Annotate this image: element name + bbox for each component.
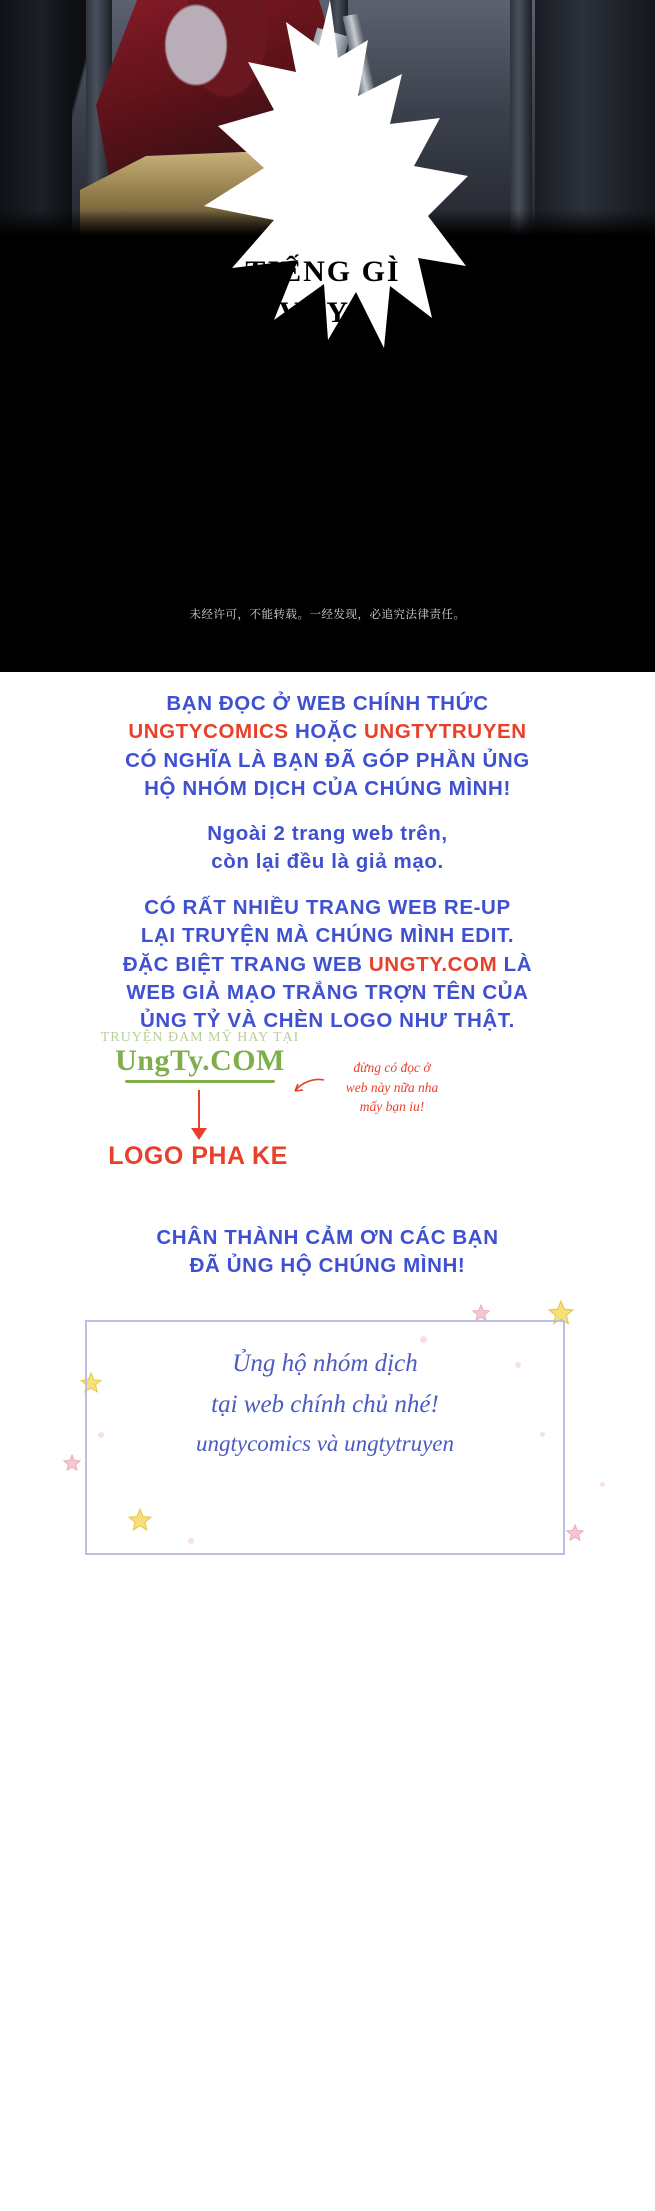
panel-pillar <box>510 0 532 240</box>
panel-wall-right <box>535 0 655 240</box>
speech-balloon <box>178 0 468 450</box>
note-line: mấy bạn iu! <box>359 1099 425 1115</box>
support-message <box>85 1344 565 1462</box>
conjunction: HOẶC <box>288 720 365 744</box>
panel-wall-left <box>0 0 72 240</box>
notice-line: CÓ NGHĨA LÀ BẠN ĐÃ GÓP PHẦN ỦNG <box>125 748 530 772</box>
fake-logo-label: LOGO PHA KE <box>108 1142 288 1170</box>
arrow-down-icon <box>198 1090 200 1130</box>
thanks-block <box>0 1224 655 1281</box>
notice-line: Ngoài 2 trang web trên, <box>207 822 448 845</box>
support-line: tại web chính chủ nhé! <box>211 1390 439 1418</box>
notice-line: LẠI TRUYỆN MÀ CHÚNG MÌNH EDIT. <box>140 924 515 948</box>
notice-block-official-web <box>0 690 655 803</box>
notice-line: CÓ RẤT NHIỀU TRANG WEB RE-UP <box>144 896 511 919</box>
fake-logo-underline <box>125 1080 275 1083</box>
fake-logo-name: UngTy.COM <box>115 1044 285 1077</box>
suffix: LÀ <box>497 952 533 976</box>
balloon-line-2: VẬY? <box>279 295 367 329</box>
site-ungtytruyen: UNGTYTRUYEN <box>364 720 527 744</box>
notice-line: HỘ NHÓM DỊCH CỦA CHÚNG MÌNH! <box>144 776 511 800</box>
notice-block-reup-warning <box>0 894 655 1035</box>
note-line: đừng có đọc ở <box>353 1060 431 1075</box>
curved-arrow-icon <box>292 1076 326 1100</box>
note-line: web này nữa nha <box>345 1079 439 1095</box>
thanks-line: ĐÃ ỦNG HỘ CHÚNG MÌNH! <box>189 1254 466 1278</box>
copyright-disclaimer: 未经许可，不能转载。一经发现，必追究法律责任。 <box>189 607 466 621</box>
notice-line-sites <box>0 718 655 746</box>
site-ungty-com: UNGTY.COM <box>368 952 498 976</box>
site-ungtycomics: UNGTYCOMICS <box>128 720 289 744</box>
balloon-text <box>178 252 468 333</box>
notice-line: ỦNG TỶ VÀ CHÈN LOGO NHƯ THẬT. <box>140 1009 515 1033</box>
fake-logo-tagline: TRUYỆN ĐAM MỸ HAY TẠI <box>100 1030 300 1045</box>
notice-line: BẠN ĐỌC Ở WEB CHÍNH THỨC <box>166 692 489 715</box>
notice-line: còn lại đều là giả mạo. <box>211 850 444 874</box>
notice-line-fake-site <box>0 951 655 979</box>
notice-section <box>0 672 655 2211</box>
thanks-line: CHÂN THÀNH CẢM ƠN CÁC BẠN <box>156 1226 499 1249</box>
notice-line: WEB GIẢ MẠO TRẮNG TRỢN TÊN CỦA <box>126 980 529 1004</box>
support-line-sites: ungtycomics và ungtytruyen <box>195 1431 455 1456</box>
support-line: Ủng hộ nhóm dịch <box>232 1350 418 1377</box>
handwritten-warning-note <box>322 1058 462 1117</box>
notice-block-only-two-sites <box>0 820 655 877</box>
balloon-line-1: TIẾNG GÌ <box>245 255 401 288</box>
prefix: ĐẶC BIỆT TRANG WEB <box>122 952 369 976</box>
sparkle-dot <box>600 1482 605 1487</box>
